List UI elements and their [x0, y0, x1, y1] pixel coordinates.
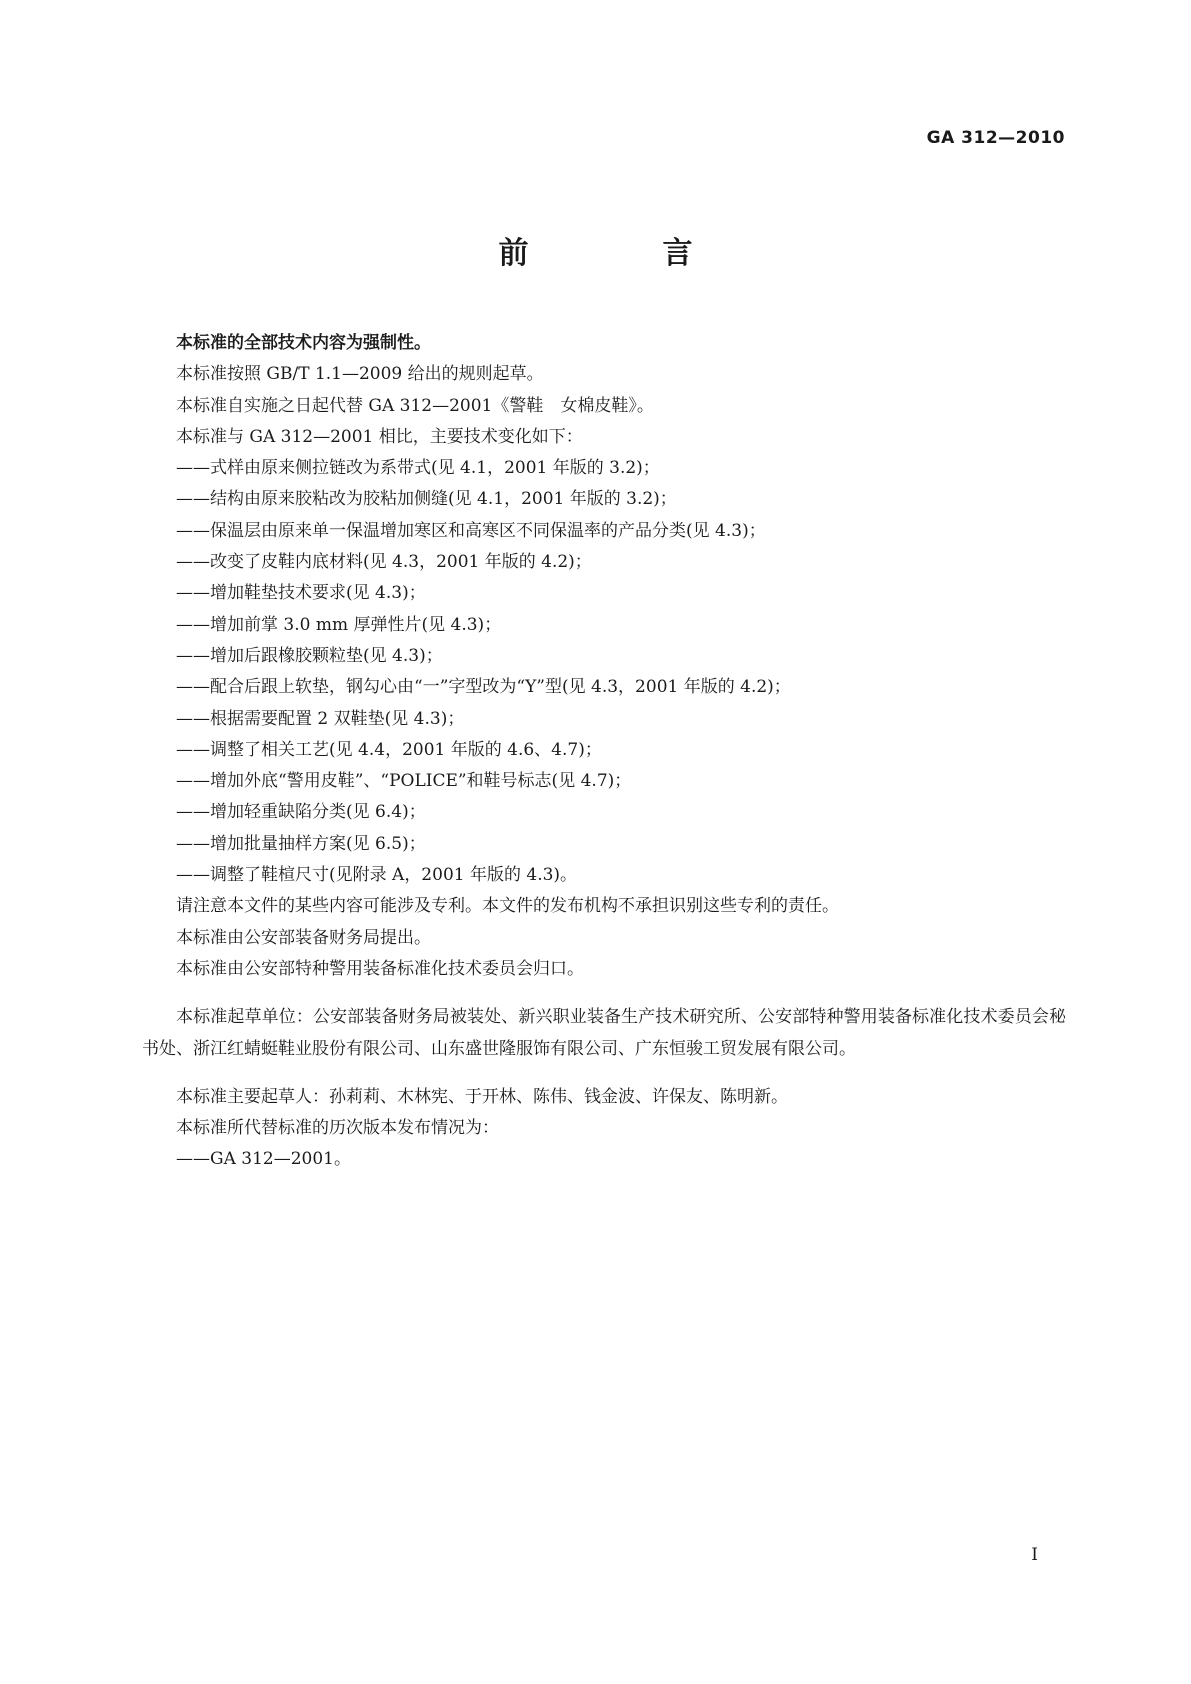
- paragraph-previous-editions: 本标准所代替标准的历次版本发布情况为：: [176, 1118, 499, 1139]
- change-item: ——增加外底“警用皮鞋”、“POLICE”和鞋号标志(见 4.7)；: [176, 771, 632, 792]
- change-item: ——根据需要配置 2 双鞋垫(见 4.3)；: [176, 708, 465, 729]
- change-item: ——结构由原来胶粘改为胶粘加侧缝(见 4.1，2001 年版的 3.2)；: [176, 489, 677, 510]
- previous-edition-item: ——GA 312—2001。: [176, 1149, 351, 1170]
- change-item: ——保温层由原来单一保温增加寒区和高寒区不同保温率的产品分类(见 4.3)；: [176, 520, 766, 541]
- change-item: ——式样由原来侧拉链改为系带式(见 4.1，2001 年版的 3.2)；: [176, 458, 660, 479]
- change-item: ——调整了鞋楦尺寸(见附录 A，2001 年版的 4.3)。: [176, 865, 578, 886]
- page-number: I: [1031, 1545, 1038, 1565]
- page-title: 前 言: [498, 236, 745, 271]
- paragraph-proposed-by: 本标准由公安部装备财务局提出。: [176, 927, 431, 948]
- change-item: ——增加前掌 3.0 mm 厚弹性片(见 4.3)；: [176, 614, 502, 635]
- change-item: ——增加鞋垫技术要求(见 4.3)；: [176, 583, 426, 604]
- foreword-body: [142, 328, 1066, 1176]
- change-item: ——增加批量抽样方案(见 6.5)；: [176, 833, 426, 854]
- change-item: ——配合后跟上软垫，钢勾心由“一”字型改为“Y”型(见 4.3，2001 年版的 4.2)；: [176, 677, 791, 698]
- change-item: ——增加轻重缺陷分类(见 6.4)；: [176, 802, 426, 823]
- paragraph-drafters: 本标准主要起草人：孙莉莉、木林宪、于开林、陈伟、钱金波、许保友、陈明新。: [176, 1086, 788, 1107]
- paragraph-drafting-units: 本标准起草单位：公安部装备财务局被装处、新兴职业装备生产技术研究所、公安部特种警用装备标准化技术委员会秘书处、浙江红蜻蜓鞋业股份有限公司、山东盛世隆服饰有限公司、广东恒骏工贸发展有限公司。: [142, 1007, 1066, 1059]
- change-item: ——调整了相关工艺(见 4.4，2001 年版的 4.6、4.7)；: [176, 739, 602, 760]
- change-item: ——增加后跟橡胶颗粒垫(见 4.3)；: [176, 645, 443, 666]
- change-item: ——改变了皮鞋内底材料(见 4.3，2001 年版的 4.2)；: [176, 552, 592, 573]
- paragraph-under-jurisdiction: 本标准由公安部特种警用装备标准化技术委员会归口。: [176, 958, 584, 979]
- paragraph-changes-intro: 本标准与 GA 312—2001 相比，主要技术变化如下：: [176, 426, 583, 447]
- paragraph-patent-notice: 请注意本文件的某些内容可能涉及专利。本文件的发布机构不承担识别这些专利的责任。: [176, 896, 839, 917]
- paragraph-mandatory: 本标准的全部技术内容为强制性。: [176, 333, 431, 353]
- standard-code: GA 312—2010: [926, 128, 1065, 148]
- paragraph-replaces: 本标准自实施之日起代替 GA 312—2001《警鞋 女棉皮鞋》。: [176, 395, 654, 416]
- paragraph-drafting-rules: 本标准按照 GB/T 1.1—2009 给出的规则起草。: [176, 364, 544, 385]
